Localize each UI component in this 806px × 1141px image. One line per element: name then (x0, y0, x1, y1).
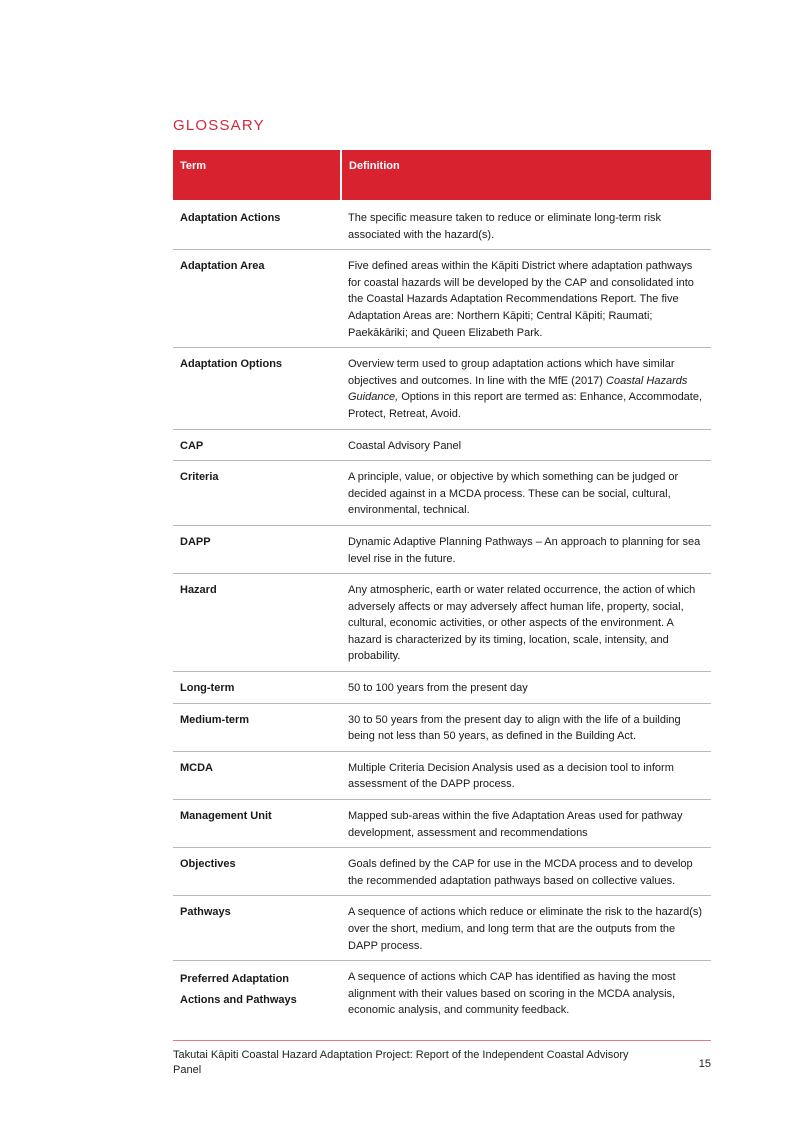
term-cell: Objectives (173, 848, 341, 896)
definition-cell (341, 348, 711, 429)
term-cell: Hazard (173, 574, 341, 672)
term-line: Actions and Pathways (180, 994, 297, 1007)
page-number: 15 (698, 1058, 711, 1070)
definition-text: Options in this report are termed as: Enhance, Accommodate, Protect, Retreat, Avoid. (348, 391, 703, 420)
definition-cell: The specific measure taken to reduce or eliminate long-term risk associated with the hazard(s). (341, 200, 711, 250)
definition-cell: Multiple Criteria Decision Analysis used as a decision tool to inform assessment of the DAPP process. (341, 751, 711, 799)
term-cell: CAP (173, 429, 341, 461)
definition-cell: Five defined areas within the Kāpiti District where adaptation pathways for coastal hazards will be developed by the CAP and consolidated into the Coastal Hazards Adaptation Recommendations Report. The five Adaptation Areas are: Northern Kāpiti; Central Kāpiti; Raumati; Paekākāriki; and Queen Elizabeth Park. (341, 250, 711, 348)
table-row (173, 200, 711, 250)
definition-cell: Dynamic Adaptive Planning Pathways – An approach to planning for sea level rise in the future. (341, 525, 711, 573)
definition-cell: A sequence of actions which CAP has identified as having the most alignment with their values based on scoring in the MCDA analysis, economic analysis, and community feedback. (348, 971, 676, 1017)
table-row (173, 800, 711, 848)
term-cell: Adaptation Area (173, 250, 341, 348)
definition-cell: Coastal Advisory Panel (341, 429, 711, 461)
term-cell: Management Unit (173, 800, 341, 848)
term-cell (173, 961, 341, 1025)
table-row (173, 672, 711, 704)
term-cell: Pathways (173, 896, 341, 961)
table-row (173, 848, 711, 896)
header-term: Term (173, 150, 341, 200)
table-row (173, 961, 711, 1025)
page-title: GLOSSARY (173, 117, 265, 134)
definition-cell: A principle, value, or objective by which something can be judged or decided against in a MCDA process. These can be social, cultural, environmental, technical. (341, 461, 711, 526)
term-cell: Adaptation Actions (173, 200, 341, 250)
definition-cell: A sequence of actions which reduce or eliminate the risk to the hazard(s) over the short, medium, and long term that are the outputs from the DAPP process. (341, 896, 711, 961)
table-body (173, 200, 711, 1025)
header-definition: Definition (341, 150, 711, 200)
table-row (173, 525, 711, 573)
term-cell: Adaptation Options (173, 348, 341, 429)
table-row (173, 250, 711, 348)
table-row (173, 348, 711, 429)
glossary-table (173, 150, 711, 1025)
footer-text: Takutai Kāpiti Coastal Hazard Adaptation Project: Report of the Independent Coastal Advisory Panel (173, 1049, 629, 1076)
footer-divider (173, 1040, 711, 1041)
table-header (173, 150, 711, 200)
definition-cell: 30 to 50 years from the present day to align with the life of a building being not less than 50 years, as defined in the Building Act. (341, 703, 711, 751)
term-cell: Long-term (173, 672, 341, 704)
term-cell: Criteria (173, 461, 341, 526)
term-cell: DAPP (173, 525, 341, 573)
table-row (173, 896, 711, 961)
term-cell: MCDA (173, 751, 341, 799)
definition-cell: Mapped sub-areas within the five Adaptation Areas used for pathway development, assessment and recommendations (341, 800, 711, 848)
definition-italic-text: Coastal Hazards Guidance, (348, 374, 688, 404)
table-row (173, 429, 711, 461)
definition-text: Overview term used to group adaptation actions which have similar objectives and outcomes. In line with the MfE (2017) (348, 358, 675, 387)
definition-cell: Any atmospheric, earth or water related occurrence, the action of which adversely affects or may adversely affect human life, property, social, cultural, economic activities, or other aspects of the environment. A hazard is characterized by its timing, location, scale, intensity, and probability. (341, 574, 711, 672)
term-cell: Medium-term (173, 703, 341, 751)
table-row (173, 751, 711, 799)
definition-cell: 50 to 100 years from the present day (341, 672, 711, 704)
table-row (173, 461, 711, 526)
definition-cell: Goals defined by the CAP for use in the MCDA process and to develop the recommended adaptation pathways based on collective values. (341, 848, 711, 896)
table-row (173, 703, 711, 751)
table-row (173, 574, 711, 672)
term-line: Preferred Adaptation (180, 973, 290, 986)
